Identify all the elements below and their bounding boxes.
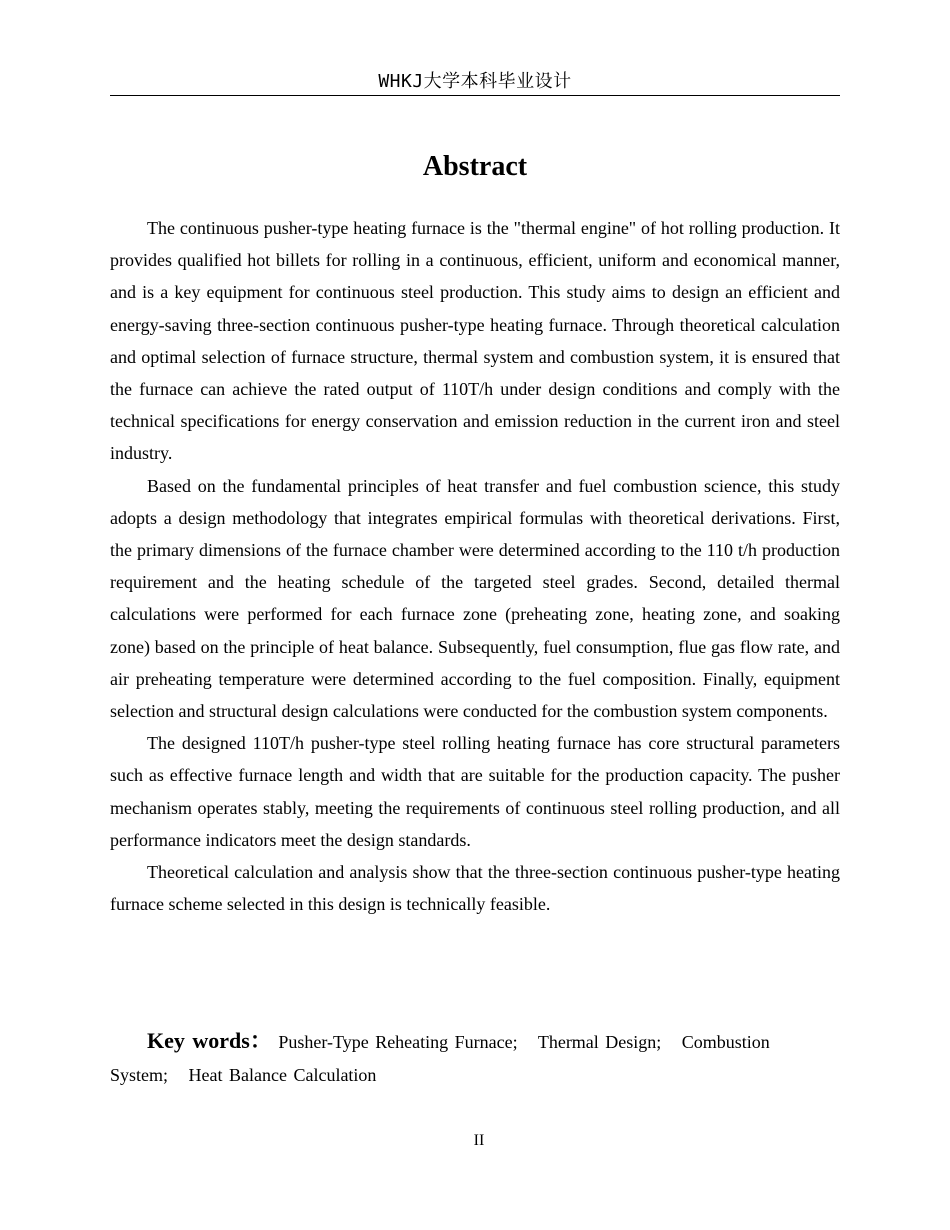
abstract-body (110, 212, 840, 920)
page-header (110, 68, 840, 96)
page-number: II (473, 1132, 485, 1149)
abstract-paragraph-1: The continuous pusher-type heating furnace is the "thermal engine" of hot rolling production. It provides qualified hot billets for rolling in a continuous, efficient, uniform and economical manner, and is a key equipment for continuous steel production. This study aims to design an efficient and energy-saving three-section continuous pusher-type heating furnace. Through theoretical calculation and optimal selection of furnace structure, thermal system and combustion system, it is ensured that the furnace can achieve the rated output of 110T/h under design conditions and comply with the technical specifications for energy conservation and emission reduction in the current iron and steel industry. (110, 218, 840, 464)
header-title: WHKJ大学本科毕业设计 (378, 71, 572, 92)
keyword-item: Combustion System; (110, 1032, 770, 1085)
keywords-label: Key words： (147, 1028, 272, 1053)
abstract-paragraph-4: Theoretical calculation and analysis show that the three-section continuous pusher-type heating furnace scheme selected in this design is technically feasible. (110, 862, 840, 915)
keyword-item: Thermal Design; (537, 1032, 662, 1052)
keyword-item: Heat Balance Calculation (188, 1065, 377, 1085)
abstract-title: Abstract (422, 151, 528, 182)
abstract-paragraph-3: The designed 110T/h pusher-type steel rolling heating furnace has core structural parameters such as effective furnace length and width that are suitable for the production capacity. The pusher mechanism operates stably, meeting the requirements of continuous steel rolling production, and all performance indicators meet the design standards. (110, 733, 840, 850)
keyword-item: Pusher-Type Reheating Furnace; (278, 1032, 518, 1052)
keywords-section (110, 1024, 840, 1092)
abstract-paragraph-2: Based on the fundamental principles of heat transfer and fuel combustion science, this study adopts a design methodology that integrates empirical formulas with theoretical derivations. First, the primary dimensions of the furnace chamber were determined according to the 110 t/h production requirement and the heating schedule of the targeted steel grades. Second, detailed thermal calculations were performed for each furnace zone (preheating zone, heating zone, and soaking zone) based on the principle of heat balance. Subsequently, fuel consumption, flue gas flow rate, and air preheating temperature were determined according to the fuel composition. Finally, equipment selection and structural design calculations were conducted for the combustion system components. (110, 475, 840, 722)
